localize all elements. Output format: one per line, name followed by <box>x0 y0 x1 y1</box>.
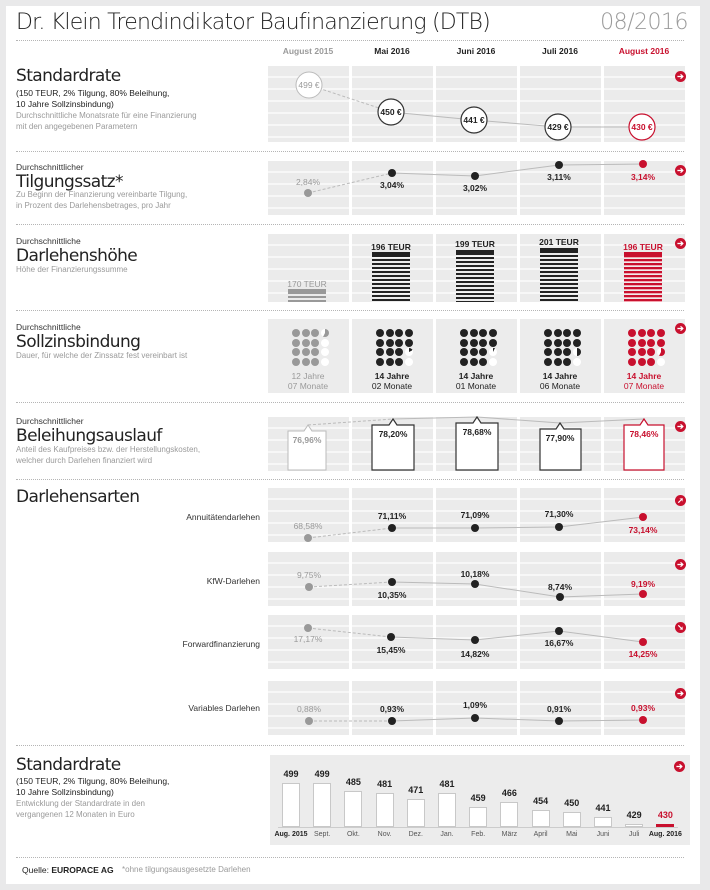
month-value: 430 <box>657 810 673 820</box>
month-label: April <box>533 831 548 838</box>
sollzins-months-2: 01 Monate <box>455 381 497 391</box>
tilgung-value-3: 3,11% <box>547 172 571 182</box>
standardrate-value-0: 499 € <box>298 80 320 90</box>
duration-dots-0 <box>292 329 329 366</box>
year-dot <box>460 339 468 347</box>
year-dot <box>638 339 646 347</box>
duration-dots-2 <box>460 329 497 366</box>
month-value: 481 <box>439 779 455 790</box>
month-value: 481 <box>377 779 393 790</box>
standardrate12-subtitle-1: (150 TEUR, 2% Tilgung, 80% Beleihung, <box>16 776 170 786</box>
month-label: März <box>501 831 518 838</box>
kfw-chart <box>266 552 691 606</box>
forward-value-0: 17,17% <box>293 634 323 644</box>
loan-bar-4 <box>624 252 662 302</box>
month-value: 450 <box>564 798 580 808</box>
divider <box>16 745 684 746</box>
variabel-value-0: 0,88% <box>296 704 322 714</box>
divider <box>16 40 684 41</box>
sollzins-chart <box>266 319 691 393</box>
details-arrow-icon[interactable]: ➔ <box>675 688 686 699</box>
page-title: Dr. Klein Trendindikator Baufinanzierung (DTB) <box>16 10 490 35</box>
duration-dots-3 <box>544 329 581 366</box>
year-dot <box>544 358 552 366</box>
col-header-aug-2015: August 2015 <box>282 46 334 56</box>
year-dot <box>405 358 413 366</box>
standardrate-value-3: 429 € <box>547 122 569 132</box>
annuitaet-value-2: 71,09% <box>460 510 490 520</box>
year-dot <box>386 358 394 366</box>
year-dot <box>376 358 384 366</box>
standardrate-desc-2: mit den angegebenen Parametern <box>16 122 138 131</box>
variabel-value-2: 1,09% <box>462 700 488 710</box>
month-label: Juli <box>628 831 640 838</box>
month-bar <box>594 817 612 827</box>
year-dot <box>544 348 552 356</box>
year-dot <box>302 329 310 337</box>
standardrate-title: Standardrate <box>16 66 121 86</box>
month-bar <box>282 783 300 827</box>
darlehenshoehe-value-1: 196 TEUR <box>371 242 411 252</box>
month-bar <box>469 807 487 827</box>
year-dot <box>460 358 468 366</box>
year-dot <box>489 339 497 347</box>
tilgung-value-1: 3,04% <box>379 180 405 190</box>
year-dot <box>628 358 636 366</box>
details-arrow-icon[interactable]: ➘ <box>675 622 686 633</box>
beleihung-value-0: 76,96% <box>292 435 322 445</box>
month-bar <box>532 810 550 827</box>
year-dot <box>657 339 665 347</box>
year-dot <box>647 358 655 366</box>
tilgung-value-4: 3,14% <box>630 172 656 182</box>
month-value: 471 <box>408 785 424 796</box>
row-label-forward: Forwardfinanzierung <box>182 639 260 649</box>
sollzins-years-4: 14 Jahre <box>626 371 662 381</box>
tilgung-desc-2: in Prozent des Darlehensbetrages, pro Jahr <box>16 201 171 210</box>
month-bar <box>500 802 518 827</box>
sollzins-months-4: 07 Monate <box>623 381 665 391</box>
tilgung-pre: Durchschnittlicher <box>16 162 84 172</box>
report-date: 08/2016 <box>600 10 688 35</box>
year-dot <box>470 329 478 337</box>
year-dot <box>657 329 665 337</box>
source <box>22 865 114 875</box>
darlehenshoehe-value-0: 170 TEUR <box>287 279 327 289</box>
year-dot <box>395 339 403 347</box>
footnote: *ohne tilgungsausgesetzte Darlehen <box>122 865 251 874</box>
year-dot <box>573 358 581 366</box>
year-dot <box>395 358 403 366</box>
month-bar <box>313 783 331 827</box>
year-dot <box>405 348 413 356</box>
month-value: 485 <box>345 777 361 787</box>
year-dot <box>479 329 487 337</box>
year-dot <box>489 358 497 366</box>
details-arrow-icon[interactable]: ➔ <box>675 323 686 334</box>
year-dot <box>573 339 581 347</box>
month-bar <box>344 791 362 827</box>
month-bar <box>563 812 581 827</box>
loan-bar-2 <box>456 250 494 302</box>
beleihung-desc-1: Anteil des Kaufpreises bzw. der Herstellungskosten, <box>16 445 201 454</box>
sollzins-months-1: 02 Monate <box>371 381 413 391</box>
year-dot <box>376 339 384 347</box>
source-name: EUROPACE AG <box>51 865 114 875</box>
variabel-chart <box>266 681 691 735</box>
beleihung-value-2: 78,68% <box>462 427 492 437</box>
year-dot <box>405 329 413 337</box>
beleihung-desc-2: welcher durch Darlehen finanziert wird <box>16 456 153 465</box>
forward-value-4: 14,25% <box>628 649 658 659</box>
year-dot <box>302 358 310 366</box>
details-arrow-icon[interactable]: ➔ <box>675 421 686 432</box>
kfw-value-4: 9,19% <box>630 579 656 589</box>
year-dot <box>554 339 562 347</box>
standardrate12-desc-1: Entwicklung der Standardrate in den <box>16 799 145 808</box>
year-dot <box>311 358 319 366</box>
year-dot <box>395 329 403 337</box>
sollzins-years-3: 14 Jahre <box>542 371 578 381</box>
year-dot <box>638 329 646 337</box>
month-label: Dez. <box>408 831 423 838</box>
kfw-value-3: 8,74% <box>547 582 573 592</box>
year-dot <box>628 348 636 356</box>
year-dot <box>563 339 571 347</box>
year-dot <box>321 339 329 347</box>
sollzins-years-2: 14 Jahre <box>458 371 494 381</box>
col-header-aug-2016: August 2016 <box>618 46 670 56</box>
month-label: Juni <box>596 831 610 838</box>
year-dot <box>544 329 552 337</box>
month-bar <box>438 793 456 827</box>
col-header-mai-2016: Mai 2016 <box>374 46 410 56</box>
sollzins-title: Sollzinsbindung <box>16 332 141 352</box>
year-dot <box>376 329 384 337</box>
year-dot <box>292 348 300 356</box>
darlehenshoehe-desc: Höhe der Finanzierungssumme <box>16 265 128 274</box>
standardrate-value-1: 450 € <box>380 107 402 117</box>
year-dot <box>638 358 646 366</box>
year-dot <box>470 348 478 356</box>
darlehenshoehe-chart <box>266 234 691 302</box>
year-dot <box>292 329 300 337</box>
year-dot <box>647 329 655 337</box>
divider <box>16 479 684 480</box>
sollzins-years-1: 14 Jahre <box>374 371 410 381</box>
month-label: Nov. <box>377 831 392 838</box>
year-dot <box>657 358 665 366</box>
col-header-juni-2016: Juni 2016 <box>456 46 496 56</box>
month-value: 466 <box>501 788 517 799</box>
month-label: Jan. <box>440 831 454 838</box>
beleihung-pre: Durchschnittlicher <box>16 416 84 426</box>
year-dot <box>460 348 468 356</box>
row-label-variabel: Variables Darlehen <box>188 703 260 713</box>
year-dot <box>563 329 571 337</box>
year-dot <box>470 339 478 347</box>
year-dot <box>470 358 478 366</box>
standardrate-value-2: 441 € <box>463 115 485 125</box>
standardrate-subtitle-2: 10 Jahre Sollzinsbindung) <box>16 99 114 109</box>
year-dot <box>554 348 562 356</box>
row-label-annuitaet: Annuitätendarlehen <box>186 512 260 522</box>
sollzins-years-0: 12 Jahre <box>291 371 325 381</box>
forward-chart <box>266 615 691 669</box>
annuitaet-chart <box>266 488 691 542</box>
standardrate-chart <box>266 66 691 142</box>
month-label: Okt. <box>346 831 360 838</box>
year-dot <box>386 329 394 337</box>
year-dot <box>479 339 487 347</box>
beleihung-value-4: 78,46% <box>629 429 659 439</box>
year-dot <box>628 329 636 337</box>
divider <box>16 857 684 858</box>
year-dot <box>657 348 665 356</box>
divider <box>16 224 684 225</box>
year-dot <box>489 329 497 337</box>
darlehenshoehe-title: Darlehenshöhe <box>16 246 138 266</box>
beleihung-value-3: 77,90% <box>545 433 575 443</box>
year-dot <box>302 348 310 356</box>
variabel-value-3: 0,91% <box>546 704 572 714</box>
darlehenshoehe-value-2: 199 TEUR <box>455 239 495 249</box>
row-label-kfw: KfW-Darlehen <box>206 576 260 586</box>
annuitaet-value-1: 71,11% <box>377 511 407 521</box>
loan-bar-0 <box>288 289 326 302</box>
standardrate-value-4: 430 € <box>631 122 653 132</box>
divider <box>16 310 684 311</box>
darlehenshoehe-value-3: 201 TEUR <box>539 237 579 247</box>
year-dot <box>321 329 329 337</box>
year-dot <box>321 358 329 366</box>
tilgung-chart <box>266 161 691 215</box>
standardrate12-title: Standardrate <box>16 755 121 775</box>
month-label: Mai <box>566 831 578 838</box>
year-dot <box>563 358 571 366</box>
year-dot <box>563 348 571 356</box>
month-label: Aug. 2016 <box>648 831 682 838</box>
month-value: 454 <box>533 795 549 806</box>
details-arrow-icon[interactable]: ➚ <box>675 495 686 506</box>
year-dot <box>628 339 636 347</box>
annuitaet-value-3: 71,30% <box>544 509 574 519</box>
kfw-value-0: 9,75% <box>296 570 322 580</box>
year-dot <box>292 339 300 347</box>
year-dot <box>647 348 655 356</box>
month-value: 499 <box>314 768 330 779</box>
loan-bar-1 <box>372 252 410 302</box>
beleihung-chart <box>266 417 691 471</box>
month-label: Aug. 2015 <box>274 831 308 838</box>
details-arrow-icon[interactable]: ➔ <box>675 71 686 82</box>
tilgung-title: Tilgungssatz* <box>16 172 123 192</box>
month-label: Sept. <box>314 831 331 838</box>
month-bar <box>407 799 425 827</box>
month-value: 429 <box>626 810 642 820</box>
divider <box>16 151 684 152</box>
duration-dots-1 <box>376 329 413 366</box>
sollzins-pre: Durchschnittliche <box>16 322 81 332</box>
standardrate-subtitle-1: (150 TEUR, 2% Tilgung, 80% Beleihung, <box>16 88 170 98</box>
beleihung-value-1: 78,20% <box>378 429 408 439</box>
kfw-value-1: 10,35% <box>377 590 407 600</box>
year-dot <box>554 358 562 366</box>
year-dot <box>395 348 403 356</box>
year-dot <box>292 358 300 366</box>
year-dot <box>376 348 384 356</box>
loan-bar-3 <box>540 248 578 302</box>
month-bar <box>376 793 394 827</box>
details-arrow-icon[interactable]: ➔ <box>675 559 686 570</box>
standardrate12-chart <box>270 755 690 845</box>
beleihung-title: Beleihungsauslauf <box>16 426 162 446</box>
year-dot <box>302 339 310 347</box>
tilgung-value-0: 2,84% <box>295 177 321 187</box>
annuitaet-value-0: 68,58% <box>293 521 323 531</box>
year-dot <box>311 339 319 347</box>
variabel-value-1: 0,93% <box>379 704 405 714</box>
year-dot <box>489 348 497 356</box>
year-dot <box>479 348 487 356</box>
year-dot <box>386 348 394 356</box>
month-value: 459 <box>470 792 486 803</box>
details-arrow-icon[interactable]: ➔ <box>675 238 686 249</box>
forward-value-2: 14,82% <box>460 649 490 659</box>
darlehenshoehe-pre: Durchschnittliche <box>16 236 81 246</box>
year-dot <box>638 348 646 356</box>
year-dot <box>647 339 655 347</box>
forward-value-1: 15,45% <box>376 645 406 655</box>
month-label: Feb. <box>471 831 486 838</box>
annuitaet-value-4: 73,14% <box>628 525 658 535</box>
sollzins-months-3: 06 Monate <box>539 381 581 391</box>
kfw-value-2: 10,18% <box>460 569 490 579</box>
year-dot <box>405 339 413 347</box>
year-dot <box>311 329 319 337</box>
darlehensarten-title: Darlehensarten <box>16 487 140 507</box>
darlehenshoehe-value-4: 196 TEUR <box>623 242 663 252</box>
year-dot <box>460 329 468 337</box>
source-label: Quelle: <box>22 865 49 875</box>
year-dot <box>544 339 552 347</box>
variabel-value-4: 0,93% <box>630 703 656 713</box>
duration-dots-4 <box>628 329 665 366</box>
details-arrow-icon[interactable]: ➔ <box>675 165 686 176</box>
year-dot <box>479 358 487 366</box>
sollzins-desc: Dauer, für welche der Zinssatz fest vereinbart ist <box>16 351 188 360</box>
month-value: 441 <box>595 803 611 814</box>
year-dot <box>573 329 581 337</box>
year-dot <box>386 339 394 347</box>
year-dot <box>573 348 581 356</box>
tilgung-value-2: 3,02% <box>462 183 488 193</box>
col-header-juli-2016: Juli 2016 <box>542 46 578 56</box>
year-dot <box>554 329 562 337</box>
forward-value-3: 16,67% <box>544 638 574 648</box>
standardrate-desc-1: Durchschnittliche Monatsrate für eine Finanzierung <box>16 111 197 120</box>
year-dot <box>321 348 329 356</box>
standardrate12-subtitle-2: 10 Jahre Sollzinsbindung) <box>16 787 114 797</box>
year-dot <box>311 348 319 356</box>
divider <box>16 402 684 403</box>
month-value: 499 <box>283 768 299 779</box>
standardrate12-desc-2: vergangenen 12 Monaten in Euro <box>16 810 135 819</box>
tilgung-desc-1: Zu Beginn der Finanzierung vereinbarte Tilgung, <box>16 190 188 199</box>
sollzins-months-0: 07 Monate <box>287 381 329 391</box>
details-arrow-icon[interactable]: ➔ <box>674 761 685 772</box>
